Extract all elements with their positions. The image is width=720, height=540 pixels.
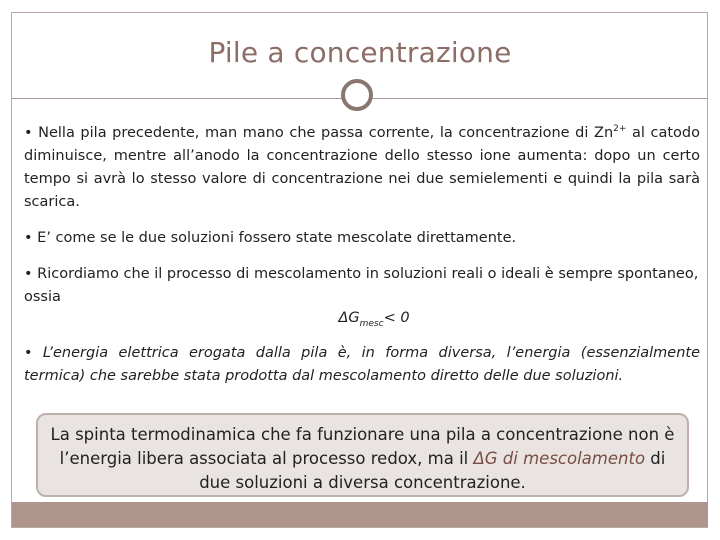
bullet-zn-concentration: [24, 122, 700, 214]
formula-main: ΔG: [338, 310, 360, 326]
bullet-1-text-a: • Nella pila precedente, man mano che passa corrente, la concentrazione di Zn: [24, 125, 614, 141]
formula-subscript: mesc: [359, 318, 384, 329]
bullet-mixing-spontaneous: • Ricordiamo che il processo di mescolamento in soluzioni reali o ideali è sempre spontaneo, ossia: [24, 266, 699, 305]
slide-body: [24, 122, 700, 388]
formula-inequality: < 0: [383, 310, 410, 326]
circle-ornament-icon: [341, 79, 373, 111]
bullet-electric-energy: • L’energia elettrica erogata dalla pila è, in forma diversa, l’energia (essenzialmente termica) che sarebbe stata prodotta dal mescolamento diretto delle due soluzioni.: [24, 345, 700, 384]
footer-bar: [12, 502, 708, 527]
callout-emphasis: ΔG di mescolamento: [473, 449, 646, 468]
slide-title: Pile a concentrazione: [208, 36, 512, 69]
formula-delta-g: [24, 307, 700, 330]
bullet-1-text-b: al catodo diminuisce, mentre all’anodo la concentrazione dello stesso ione aumenta: dopo un certo tempo si avrà lo stesso valore di concentrazione nei due semielementi e quindi la pila sarà scarica.: [24, 125, 700, 210]
conclusion-callout: [36, 413, 689, 497]
callout-text-a: La spinta termodinamica che fa funzionare una pila a concentrazione non è l’energia libera associata al processo redox, ma il: [50, 425, 675, 468]
callout-text-b: di due soluzioni a diversa concentrazione.: [199, 449, 666, 492]
zn-charge-superscript: 2+: [613, 124, 627, 134]
bullet-mixed-solutions: • E’ come se le due soluzioni fossero state mescolate direttamente.: [24, 230, 517, 246]
